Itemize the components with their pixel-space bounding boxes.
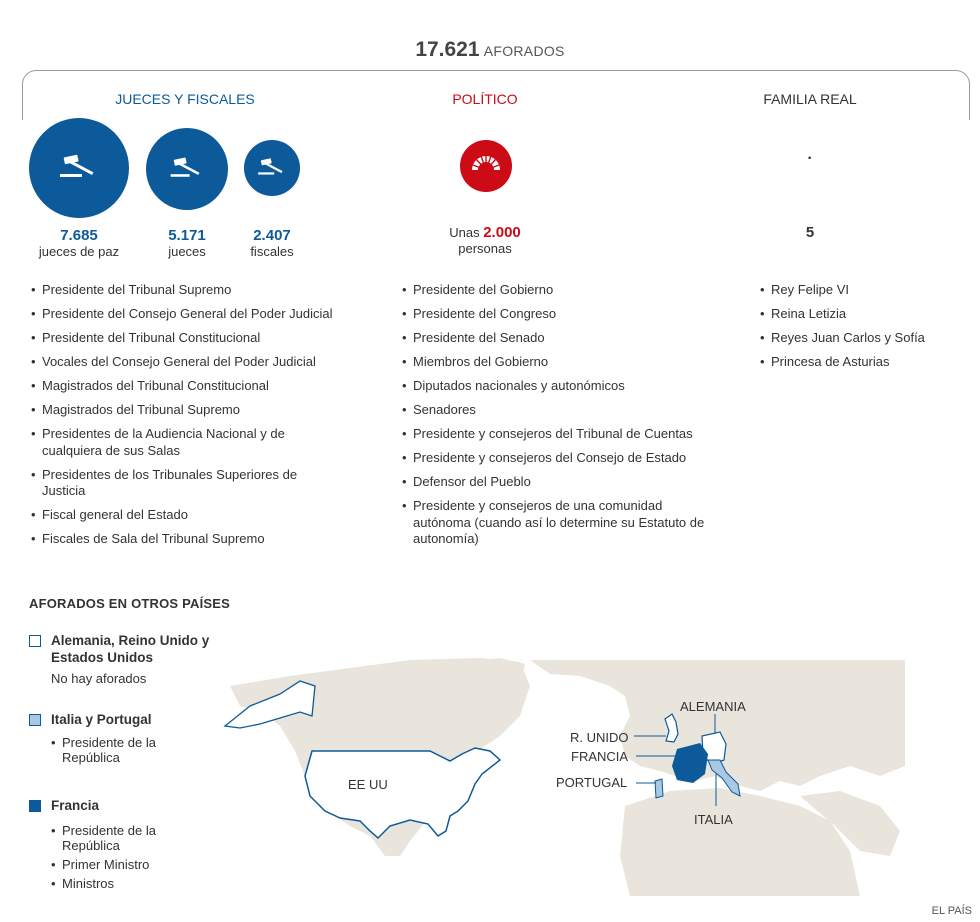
judges-heading: JUECES Y FISCALES	[115, 91, 255, 107]
map-label-portugal: PORTUGAL	[556, 775, 628, 790]
map-label-france: FRANCIA	[571, 749, 629, 764]
parliament-icon	[460, 140, 512, 192]
legend-title-light: Italia y Portugal	[51, 712, 152, 727]
world-map	[200, 656, 905, 896]
political-value: 2.000	[483, 224, 521, 241]
list-item: • Presidente del Senado	[402, 330, 732, 347]
list-item: • Reina Letizia	[760, 306, 960, 323]
list-item: • Princesa de Asturias	[760, 354, 960, 371]
list-item: • Primer Ministro	[51, 857, 171, 872]
political-stat	[400, 224, 570, 256]
legend-swatch-none	[29, 635, 41, 647]
list-item: • Presidente del Gobierno	[402, 282, 732, 299]
list-item: • Presidente del Congreso	[402, 306, 732, 323]
list-item: • Presidente y consejeros del Tribunal de Cuentas	[402, 426, 732, 443]
map-label-uk: R. UNIDO	[570, 730, 629, 745]
map-label-germany: ALEMANIA	[680, 699, 746, 714]
list-item: • Presidente del Tribunal Supremo	[31, 282, 366, 299]
list-item: • Rey Felipe VI	[760, 282, 960, 299]
list-item: • Diputados nacionales y autonómicos	[402, 378, 732, 395]
list-item: • Presidente y consejeros de una comunidad autónoma (cuando así lo determine su Estatuto de autonomía)	[402, 498, 713, 548]
royal-list	[760, 282, 960, 378]
judges-peace-circle	[29, 118, 129, 218]
section-title: AFORADOS EN OTROS PAÍSES	[29, 596, 231, 611]
stat-prosecutors: 2.407 fiscales	[250, 227, 294, 259]
list-item: • Presidente del Tribunal Constitucional	[31, 330, 366, 347]
list-item: • Senadores	[402, 402, 732, 419]
political-heading: POLÍTICO	[452, 91, 518, 107]
legend-list-light	[51, 735, 171, 773]
portugal-shape	[655, 779, 663, 798]
stat-judges: 5.171 jueces	[168, 227, 206, 259]
credit: EL PAÍS	[931, 905, 972, 917]
total-number: 17.621	[415, 38, 480, 61]
total-label: AFORADOS	[483, 43, 565, 59]
list-item: • Presidente de la República	[51, 735, 171, 765]
map-label-italy: ITALIA	[694, 812, 733, 827]
list-item: • Fiscales de Sala del Tribunal Supremo	[31, 531, 366, 548]
list-item: • Magistrados del Tribunal Supremo	[31, 402, 366, 419]
legend-swatch-light	[29, 714, 41, 726]
legend-list-dark	[51, 823, 171, 899]
list-item: • Presidentes de la Audiencia Nacional y de cualquiera de sus Salas	[31, 426, 322, 459]
gavel-icon	[57, 153, 101, 183]
prosecutors-circle	[244, 140, 300, 196]
political-list	[402, 282, 732, 555]
list-item: • Miembros del Gobierno	[402, 354, 732, 371]
judges-list	[31, 282, 366, 555]
list-item: • Vocales del Consejo General del Poder Judicial	[31, 354, 366, 371]
list-item: • Presidentes de los Tribunales Superiores de Justicia	[31, 467, 332, 500]
legend-title-dark: Francia	[51, 798, 100, 813]
legend-title-none: Alemania, Reino Unido y Estados Unidos	[51, 633, 210, 665]
political-label: personas	[458, 241, 512, 256]
list-item: • Defensor del Pueblo	[402, 474, 732, 491]
bracket-mask	[0, 120, 980, 140]
page-title	[0, 38, 980, 62]
list-item: • Presidente y consejeros del Consejo de Estado	[402, 450, 732, 467]
list-item: • Reyes Juan Carlos y Sofía	[760, 330, 960, 347]
gavel-icon	[256, 157, 288, 179]
judges-circle	[146, 128, 228, 210]
map-label-usa: EE UU	[348, 777, 388, 792]
list-item: • Magistrados del Tribunal Constitucional	[31, 378, 366, 395]
list-item: • Presidente del Consejo General del Poder Judicial	[31, 306, 366, 323]
legend-text-none: No hay aforados	[51, 671, 147, 686]
royal-value: 5	[805, 224, 815, 241]
list-item: • Presidente de la República	[51, 823, 171, 853]
list-item: • Fiscal general del Estado	[31, 507, 366, 524]
list-item: • Ministros	[51, 876, 171, 891]
stat-peace-judges: 7.685 jueces de paz	[38, 227, 120, 259]
royal-heading: FAMILIA REAL	[763, 91, 857, 107]
political-prefix: Unas	[449, 225, 480, 240]
gavel-icon	[168, 156, 206, 182]
legend-swatch-dark	[29, 800, 41, 812]
royal-dot: ·	[807, 150, 813, 167]
